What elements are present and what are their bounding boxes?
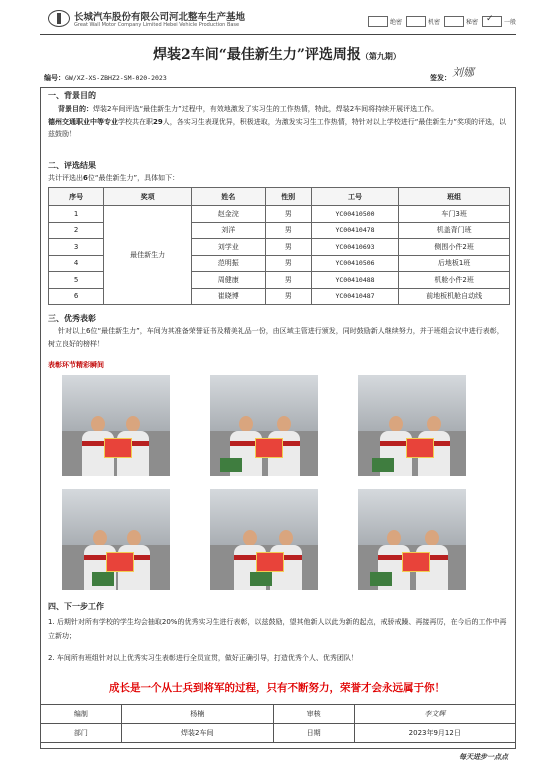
conf-option-3[interactable]: 秘密: [444, 16, 478, 27]
document-title: [0, 44, 554, 64]
footer-slogan: 每天进步一点点: [459, 753, 508, 761]
company-name-en: Great Wall Motor Company Limited Hebei Vehicle Production Base: [74, 22, 240, 28]
col-header: 奖项: [104, 188, 192, 206]
background-label: 背景目的：: [58, 105, 93, 113]
section-1-title: 一、背景目的: [48, 91, 96, 100]
reviewer-signature: 李文辉: [354, 705, 516, 724]
editor-value: 杨楠: [121, 705, 273, 724]
col-header: 班组: [399, 188, 510, 206]
table-row: 4 范明振 男 YC00410506 后地板1班: [49, 255, 510, 272]
signer-signature: 刘娜: [452, 66, 474, 79]
table-row: 6 崔晓博 男 YC00410487 前地板机舱自动线: [49, 288, 510, 305]
document-number: [44, 73, 167, 83]
conf-option-1[interactable]: 绝密: [368, 16, 402, 27]
section-2-intro: 共计评选出6位“最佳新生力”，具体如下：: [48, 174, 180, 182]
company-name-cn: 长城汽车股份有限公司河北整车生产基地: [74, 12, 246, 23]
checkbox-checked-icon[interactable]: [482, 16, 502, 27]
photo-section-label: 表彰环节精彩瞬间: [48, 361, 104, 369]
table-row: 3 刘学业 男 YC00410693 侧围小件2班: [49, 239, 510, 256]
title-main: 焊装2车间“最佳新生力”评选周报: [153, 47, 361, 63]
dept-label: 部门: [41, 724, 122, 743]
award-cell: 最佳新生力: [104, 206, 192, 305]
checkbox-icon[interactable]: [444, 16, 464, 27]
intern-count: 29: [153, 117, 163, 126]
section-4-item-1: 1. 后期针对所有学校的学生均会抽取20%的优秀实习生进行表彰，以兹鼓励，望其他新人以此为新的起点，戒骄戒躁、再接再厉，在今后的工作中再立新功；: [48, 618, 507, 640]
col-header: 姓名: [191, 188, 265, 206]
confidentiality-options: [368, 16, 516, 27]
table-row: 1 最佳新生力 赵金浣 男 YC00410500 车门3班: [49, 206, 510, 223]
checkbox-icon[interactable]: [406, 16, 426, 27]
background-text: 焊装2车间评选“最佳新生力”过程中，有效地激发了实习生的工作热情，特此，焊装2车间将持续开展评选工作。: [93, 105, 439, 113]
conf-option-2[interactable]: 机密: [406, 16, 440, 27]
table-row: 2 刘洋 男 YC00410478 机盖背门班: [49, 222, 510, 239]
number-value: GW/XZ-XS-ZBHZ2-SM-020-2023: [65, 74, 167, 82]
sign-label: 签发：: [430, 74, 451, 82]
section-1-body: 背景目的：焊装2车间评选“最佳新生力”过程中，有效地激发了实习生的工作热情，特此，焊装2车间将持续开展评选工作。 德州交通职业中等专业学校共在职29人，各实习生表现优异，积极进取，为激发实习生工作热情，特针对以上学校进行“最佳新生力”奖项的评选，以兹鼓励！: [48, 105, 507, 138]
company-logo: [48, 10, 70, 27]
section-3-body: 针对以上6位“最佳新生力”，车间为其准备荣誉证书及精美礼品一份，由区域主管进行颁发，同时鼓励新人继续努力，并于班组会议中进行表彰，树立良好的榜样！: [48, 327, 504, 348]
award-photo-6: [358, 489, 466, 590]
conf-option-4[interactable]: ✓ 一般: [482, 16, 516, 27]
section-4-item-2: 2. 车间所有班组针对以上优秀实习生表彰进行全员宣贯，做好正确引导，打造优秀个人、优秀团队！: [48, 654, 358, 662]
closing-slogan: 成长是一个从士兵到将军的过程，只有不断努力，荣誉才会永远属于你！: [109, 682, 445, 694]
section-2-title: 二、评选结果: [48, 161, 96, 170]
results-table: [48, 187, 510, 305]
col-header: 性别: [265, 188, 311, 206]
award-photo-5: [210, 489, 318, 590]
award-photo-3: [358, 375, 466, 476]
number-label: 编号：: [44, 74, 65, 82]
checkbox-icon[interactable]: [368, 16, 388, 27]
date-label: 日期: [273, 724, 354, 743]
editor-label: 编制: [41, 705, 122, 724]
date-value: 2023年9月12日: [354, 724, 516, 743]
col-header: 序号: [49, 188, 104, 206]
award-photo-4: [62, 489, 170, 590]
award-photo-2: [210, 375, 318, 476]
col-header: 工号: [311, 188, 399, 206]
section-3-title: 三、优秀表彰: [48, 314, 96, 323]
table-row: [41, 724, 516, 743]
dept-value: 焊装2车间: [121, 724, 273, 743]
award-photo-1: [62, 375, 170, 476]
approval-table: [40, 704, 516, 743]
school-name: 德州交通职业中等专业: [48, 117, 118, 126]
section-4-title: 四、下一步工作: [48, 602, 104, 611]
table-row: 5 周健康 男 YC00410488 机舱小件2班: [49, 272, 510, 289]
table-row: [41, 705, 516, 724]
title-issue: （第九期）: [360, 51, 401, 61]
table-header-row: [49, 188, 510, 206]
review-label: 审核: [273, 705, 354, 724]
document-header: [40, 8, 516, 35]
